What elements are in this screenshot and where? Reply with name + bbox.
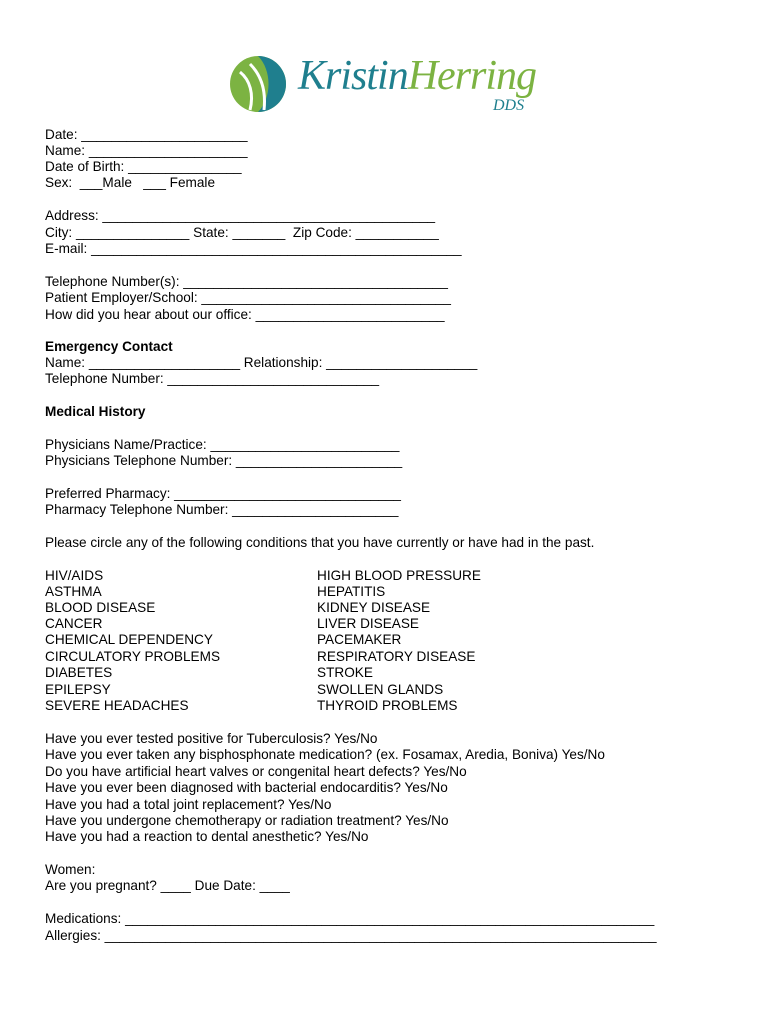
question-item[interactable]: Have you ever tested positive for Tuberculosis? Yes/No: [45, 731, 378, 746]
referral-field[interactable]: How did you hear about our office: _________________________: [45, 307, 445, 322]
allergies-field[interactable]: Allergies: _________________________________________________________________________: [45, 928, 657, 943]
question-item[interactable]: Have you ever been diagnosed with bacterial endocarditis? Yes/No: [45, 780, 448, 795]
condition-item[interactable]: HIV/AIDS: [45, 568, 104, 583]
city-state-zip-field[interactable]: City: _______________ State: _______ Zip Code: ___________: [45, 225, 439, 240]
physician-field[interactable]: Physicians Name/Practice: _________________________: [45, 437, 400, 452]
emergency-name-field[interactable]: Name: ____________________ Relationship: ____________________: [45, 355, 478, 370]
question-item[interactable]: Have you undergone chemotherapy or radiation treatment? Yes/No: [45, 813, 449, 828]
emergency-heading: Emergency Contact: [45, 339, 173, 354]
logo-emblem-icon: [228, 54, 288, 114]
question-item[interactable]: Do you have artificial heart valves or congenital heart defects? Yes/No: [45, 764, 467, 779]
condition-item[interactable]: SWOLLEN GLANDS: [317, 682, 444, 697]
employer-field[interactable]: Patient Employer/School: _________________________________: [45, 290, 451, 305]
question-item[interactable]: Have you ever taken any bisphosphonate medication? (ex. Fosamax, Aredia, Boniva) Yes/No: [45, 747, 605, 762]
physician-phone-field[interactable]: Physicians Telephone Number: ______________________: [45, 453, 403, 468]
pharmacy-phone-field[interactable]: Pharmacy Telephone Number: ______________________: [45, 502, 399, 517]
date-field[interactable]: Date: ______________________: [45, 127, 248, 142]
email-field[interactable]: E-mail: _________________________________________________: [45, 241, 462, 256]
telephone-field[interactable]: Telephone Number(s): ___________________________________: [45, 274, 448, 289]
logo-last-name: Herring: [407, 53, 537, 99]
name-field[interactable]: Name: _____________________: [45, 143, 248, 158]
logo-wordmark: [298, 55, 536, 97]
condition-item[interactable]: EPILEPSY: [45, 682, 111, 697]
condition-item[interactable]: LIVER DISEASE: [317, 616, 419, 631]
pregnancy-field[interactable]: Are you pregnant? ____ Due Date: ____: [45, 878, 290, 893]
condition-item[interactable]: HEPATITIS: [317, 584, 386, 599]
condition-item[interactable]: CHEMICAL DEPENDENCY: [45, 632, 213, 647]
question-item[interactable]: Have you had a reaction to dental anesthetic? Yes/No: [45, 829, 369, 844]
logo-suffix: DDS: [493, 97, 525, 114]
condition-item[interactable]: STROKE: [317, 665, 373, 680]
pharmacy-field[interactable]: Preferred Pharmacy: ______________________________: [45, 486, 401, 501]
dob-field[interactable]: Date of Birth: _______________: [45, 159, 242, 174]
sex-field[interactable]: Sex: ___Male ___ Female: [45, 175, 216, 190]
condition-item[interactable]: CIRCULATORY PROBLEMS: [45, 649, 221, 664]
condition-item[interactable]: RESPIRATORY DISEASE: [317, 649, 476, 664]
condition-item[interactable]: KIDNEY DISEASE: [317, 600, 431, 615]
address-field[interactable]: Address: ____________________________________________: [45, 208, 436, 223]
condition-item[interactable]: PACEMAKER: [317, 632, 402, 647]
condition-item[interactable]: DIABETES: [45, 665, 113, 680]
condition-item[interactable]: ASTHMA: [45, 584, 102, 599]
women-label: Women:: [45, 862, 96, 877]
condition-item[interactable]: THYROID PROBLEMS: [317, 698, 458, 713]
question-item[interactable]: Have you had a total joint replacement? Yes/No: [45, 797, 332, 812]
logo-first-name: Kristin: [298, 53, 408, 99]
condition-item[interactable]: SEVERE HEADACHES: [45, 698, 189, 713]
condition-item[interactable]: CANCER: [45, 616, 103, 631]
medications-field[interactable]: Medications: ______________________________________________________________________: [45, 911, 655, 926]
condition-item[interactable]: BLOOD DISEASE: [45, 600, 156, 615]
conditions-instruction: Please circle any of the following conditions that you have currently or have had in the past.: [45, 535, 595, 550]
practice-logo: [228, 50, 558, 120]
medical-history-heading: Medical History: [45, 404, 146, 419]
emergency-telephone-field[interactable]: Telephone Number: ____________________________: [45, 371, 380, 386]
condition-item[interactable]: HIGH BLOOD PRESSURE: [317, 568, 481, 583]
